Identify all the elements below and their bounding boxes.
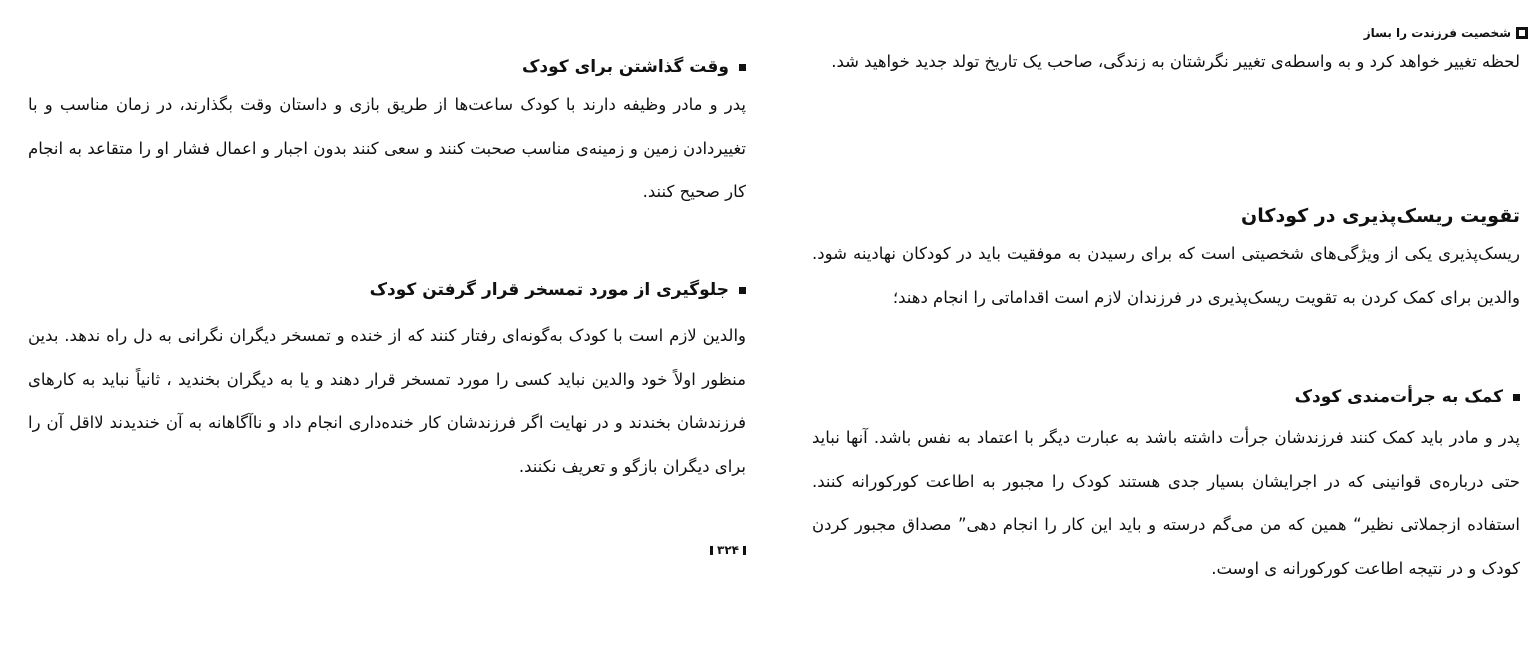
book-icon xyxy=(1516,27,1528,39)
page-number-bar-icon xyxy=(743,546,746,555)
preventing-mockery-paragraph: والدین لازم است با کودک به‌گونه‌ای رفتار کنند که از خنده و تمسخر دیگران نگرانی به دل راه ندهد. بدین منظور اولاً خود والدین نباید کسی را مورد تمسخر قرار دهند و یا به دیگران بخندید ، ثانیاً نباید به کارهای فرزندشان بخندند و در نهایت اگر فرزندشان کار خنده‌داری انجام داد و ناآگاهانه به آن خندیدند لااقل آن را برای دیگران بازگو و تعریف نکنند. xyxy=(28,326,746,476)
page-number-bar-icon xyxy=(710,546,713,555)
spending-time-paragraph: پدر و مادر وظیفه دارند با کودک ساعت‌ها از طریق بازی و داستان وقت بگذارند، در زمان مناسب و با تغییردادن زمین و زمینه‌ی مناسب صحبت کنند و سعی کنند بدون اجبار و اعمال فشار او را متقاعد به انجام کار صحیح کنند. xyxy=(28,95,746,201)
running-head xyxy=(1364,26,1528,40)
page-number xyxy=(710,543,746,557)
subsection-title-text: کمک به جرأت‌مندی کودک xyxy=(1294,387,1503,407)
bullet-square-icon xyxy=(1513,394,1520,401)
section-title-risk-taking xyxy=(1241,205,1520,227)
section2-title-text: جلوگیری از مورد تمسخر قرار گرفتن کودک xyxy=(369,280,729,300)
section-title-preventing-mockery xyxy=(370,280,746,300)
section-title-spending-time xyxy=(522,57,746,77)
page-number-text: ۳۲۴ xyxy=(717,543,739,557)
courage-paragraph: پدر و مادر باید کمک کنند فرزندشان جرأت داشته باشد به عبارت دیگر با اعتماد به نفس باشد. آنها نباید حتی درباره‌ی قوانینی که در اجرایشان بسیار جدی هستند کودک را مجبور به اطاعت کورکورانه کنند. استفاده ازجملاتی نظیر“ همین که من می‌گم درسته و باید این کار را انجام دهی” مصداق مجبور کردن کودک و در نتیجه اطاعت کورکورانه ی اوست. xyxy=(812,428,1520,578)
bullet-square-icon xyxy=(739,64,746,71)
section-title-text: تقویت ریسک‌پذیری در کودکان xyxy=(1241,205,1520,227)
subsection-title-courage xyxy=(1295,387,1520,407)
right-page xyxy=(808,0,1536,658)
running-head-text: شخصیت فرزندت را بساز xyxy=(1363,26,1511,40)
intro-paragraph: لحظه تغییر خواهد کرد و به واسطه‌ی تغییر نگرشتان به زندگی، صاحب یک تاریخ تولد جدید خواهید شد. xyxy=(831,52,1520,71)
risk-taking-paragraph: ریسک‌پذیری یکی از ویژگی‌های شخصیتی است که برای رسیدن به موفقیت باید در کودکان نهادینه شود. والدین برای کمک کردن به تقویت ریسک‌پذیری در فرزندان لازم است اقداماتی را انجام دهند؛ xyxy=(812,244,1520,307)
section1-title-text: وقت گذاشتن برای کودک xyxy=(522,57,729,77)
bullet-square-icon xyxy=(739,287,746,294)
